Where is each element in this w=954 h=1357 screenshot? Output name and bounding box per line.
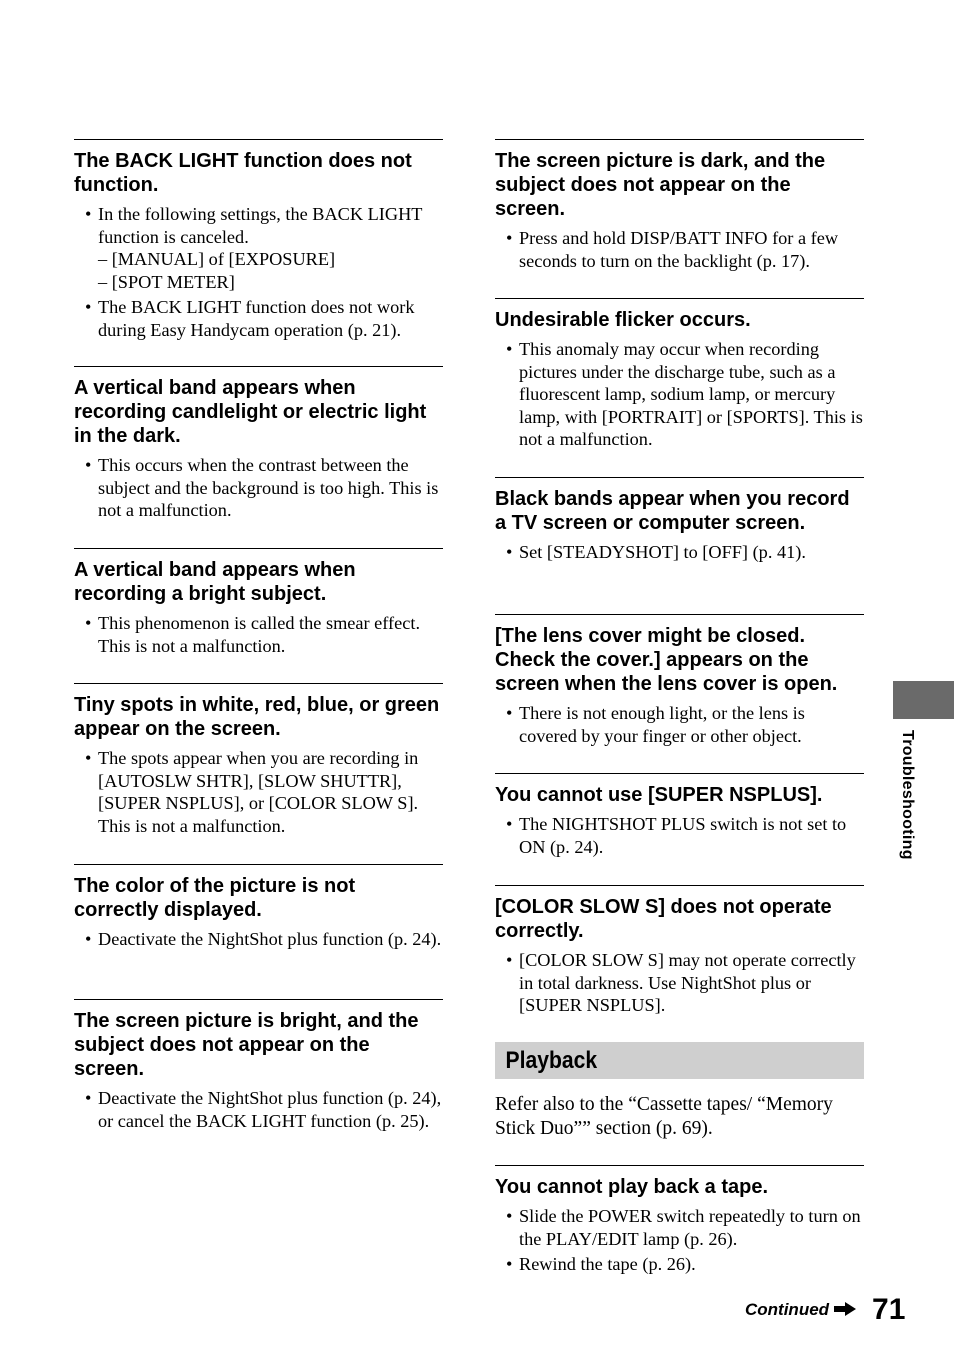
list-item: • This occurs when the contrast between the subject and the background is too high. This is not a malfunction. — [74, 454, 443, 522]
bullet-list — [495, 1205, 864, 1276]
section-tiny-spots — [74, 683, 443, 864]
section-heading: A vertical band appears when recording candlelight or electric light in the dark. — [74, 377, 427, 447]
list-item: • This anomaly may occur when recording pictures under the discharge tube, such as a fluorescent lamp, sodium lamp, or mercury lamp, with [PORTRAIT] or [SPORTS]. This is not a malfunction. — [495, 338, 864, 451]
list-item: • Press and hold DISP/BATT INFO for a few seconds to turn on the backlight (p. 17). — [495, 227, 864, 272]
list-item: • The spots appear when you are recording in [AUTOSLW SHTR], [SLOW SHUTTR], [SUPER NSPLUS], or [COLOR SLOW S]. This is not a malfunction. — [74, 747, 443, 837]
section-lens-cover — [495, 614, 864, 773]
section-screen-bright — [74, 999, 443, 1132]
list-item: • The NIGHTSHOT PLUS switch is not set to ON (p. 24). — [495, 813, 864, 858]
list-item: • The BACK LIGHT function does not work during Easy Handycam operation (p. 21). — [74, 296, 443, 341]
list-item: • Deactivate the NightShot plus function (p. 24). — [74, 928, 443, 951]
footer — [745, 1290, 905, 1330]
bullet-list — [495, 949, 864, 1017]
section-color-slow-s — [495, 885, 864, 1038]
page-number: 71 — [872, 1293, 906, 1326]
continued-label: Continued — [745, 1300, 830, 1319]
bullet-list — [74, 612, 443, 657]
section-heading: The screen picture is bright, and the subject does not appear on the screen. — [74, 1010, 419, 1080]
section-heading: [COLOR SLOW S] does not operate correctly. — [495, 896, 832, 942]
section-vertical-band-bright — [74, 548, 443, 683]
section-black-bands — [495, 477, 864, 614]
sub-item: – [MANUAL] of [EXPOSURE] — [98, 249, 336, 269]
section-back-light — [74, 139, 443, 366]
list-item: • Set [STEADYSHOT] to [OFF] (p. 41). — [495, 541, 864, 564]
section-screen-dark — [495, 139, 864, 298]
right-column — [495, 139, 864, 1279]
playback-intro: Refer also to the “Cassette tapes/ “Memory Stick Duo”” section (p. 69). — [495, 1094, 833, 1139]
side-tab-marker — [893, 681, 954, 719]
section-heading: Tiny spots in white, red, blue, or green appear on the screen. — [74, 694, 440, 740]
section-vertical-band-candlelight — [74, 366, 443, 548]
bullet-list — [495, 338, 864, 451]
section-heading: A vertical band appears when recording a bright subject. — [74, 559, 356, 605]
list-item: • This phenomenon is called the smear effect. This is not a malfunction. — [74, 612, 443, 657]
list-item: • Slide the POWER switch repeatedly to turn on the PLAY/EDIT lamp (p. 26). — [495, 1205, 864, 1250]
bullet-list — [495, 813, 864, 858]
section-heading: You cannot use [SUPER NSPLUS]. — [495, 784, 823, 806]
section-flicker — [495, 298, 864, 477]
section-super-nsplus — [495, 773, 864, 885]
section-heading: Undesirable flicker occurs. — [495, 309, 751, 331]
playback-title: Playback — [505, 1046, 598, 1074]
bullet-text: In the following settings, the BACK LIGHT function is canceled. — [98, 204, 423, 247]
bullet-list — [495, 541, 864, 564]
section-heading: The BACK LIGHT function does not function. — [74, 150, 412, 196]
playback-band — [495, 1042, 864, 1079]
left-column — [74, 139, 443, 1135]
sub-item: – [SPOT METER] — [98, 271, 235, 292]
section-cannot-play-tape — [495, 1165, 864, 1276]
section-heading: The screen picture is dark, and the subject does not appear on the screen. — [495, 150, 826, 220]
side-tab-label: Troubleshooting — [899, 730, 916, 860]
section-heading: You cannot play back a tape. — [495, 1176, 769, 1198]
list-item: • There is not enough light, or the lens is covered by your finger or other object. — [495, 702, 864, 747]
list-item — [74, 203, 443, 293]
bullet-list — [495, 227, 864, 272]
list-item: • [COLOR SLOW S] may not operate correctly in total darkness. Use NightShot plus or [SUPER NSPLUS]. — [495, 949, 864, 1017]
bullet-list — [74, 928, 443, 951]
list-item: • Deactivate the NightShot plus function (p. 24), or cancel the BACK LIGHT function (p. 25). — [74, 1087, 443, 1132]
bullet-list — [74, 1087, 443, 1132]
list-item: • Rewind the tape (p. 26). — [495, 1253, 864, 1276]
section-heading: The color of the picture is not correctly displayed. — [74, 875, 356, 921]
bullet-list — [74, 747, 443, 837]
bullet-list — [74, 203, 443, 341]
right-arrow-icon — [834, 1302, 856, 1321]
bullet-list — [495, 702, 864, 747]
section-color-not-displayed — [74, 864, 443, 999]
bullet-list — [74, 454, 443, 522]
section-heading: [The lens cover might be closed. Check the cover.] appears on the screen when the lens cover is open. — [495, 625, 838, 695]
section-heading: Black bands appear when you record a TV screen or computer screen. — [495, 488, 850, 534]
